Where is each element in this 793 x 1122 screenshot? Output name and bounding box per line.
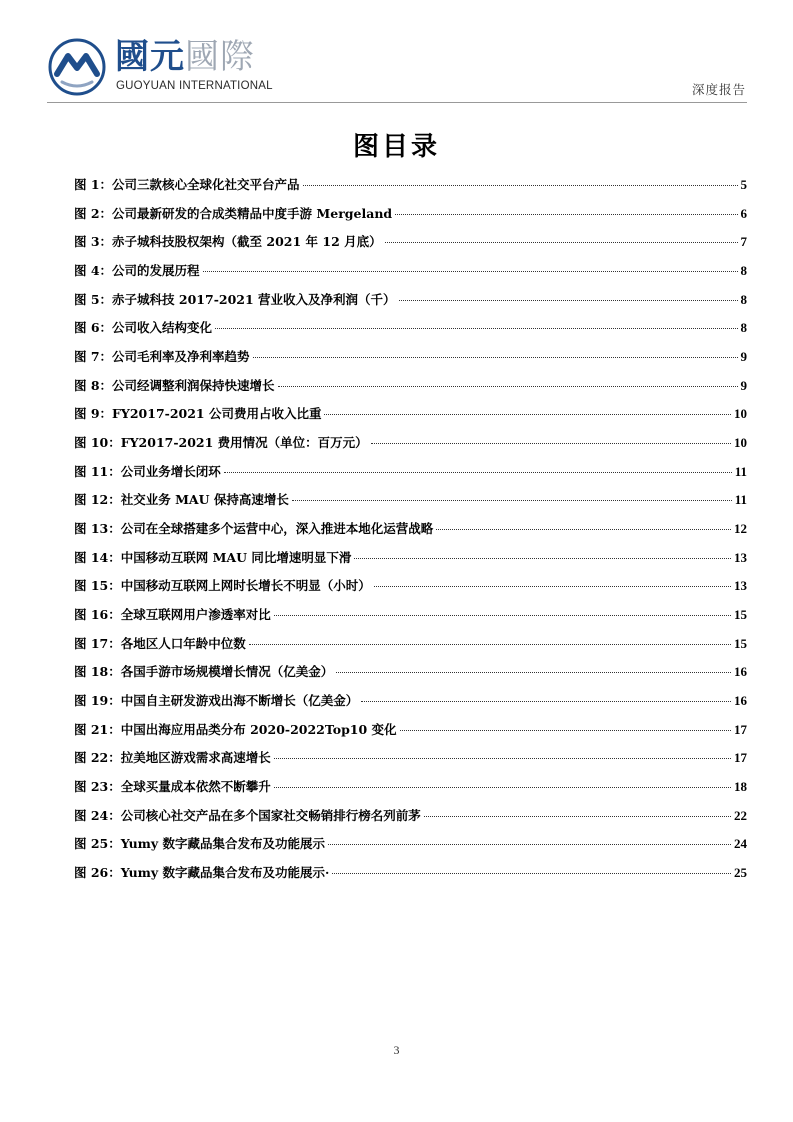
toc-entry-label: 图 12：社交业务 MAU 保持高速增长 — [74, 492, 289, 508]
toc-entry[interactable] — [74, 175, 747, 204]
toc-entry[interactable] — [74, 261, 747, 290]
toc-entry[interactable] — [74, 376, 747, 405]
toc-entry-page: 6 — [740, 205, 747, 221]
toc-entry-label: 图 24：公司核心社交产品在多个国家社交畅销排行榜名列前茅 — [74, 807, 421, 823]
toc-dot-leader — [249, 644, 731, 645]
toc-entry-page: 24 — [734, 836, 747, 852]
toc-entry-label: 图 1：公司三款核心全球化社交平台产品 — [74, 177, 300, 192]
toc-entry-page: 18 — [734, 779, 747, 795]
toc-entry[interactable] — [74, 863, 747, 892]
toc-entry-label: 图 19：中国自主研发游戏出海不断增长（亿美金） — [74, 693, 359, 709]
toc-entry-label: 图 26：Yumy 数字藏品集合发布及功能展示· — [74, 865, 330, 881]
toc-entry-label: 图 13：公司在全球搭建多个运营中心，深入推进本地化运营战略 — [74, 521, 434, 537]
toc-entry[interactable] — [74, 318, 747, 347]
toc-entry-page: 12 — [734, 521, 747, 537]
toc-entry-page: 11 — [734, 492, 747, 508]
toc-entry-label: 图 6：公司收入结构变化 — [74, 320, 213, 336]
document-type-label: 深度报告 — [691, 82, 746, 97]
toc-entry-label: 图 9：FY2017-2021 公司费用占收入比重 — [74, 406, 322, 422]
toc-dot-leader — [399, 300, 738, 301]
toc-entry-label: 图 3：赤子城科技股权架构（截至 2021 年 12 月底） — [74, 234, 382, 250]
toc-entry-page: 22 — [734, 807, 747, 823]
toc-entry-page: 15 — [734, 607, 747, 623]
toc-dot-leader — [324, 414, 731, 415]
page-header — [0, 0, 793, 104]
toc-entry-page: 16 — [734, 693, 747, 709]
toc-entry-page: 13 — [734, 549, 747, 565]
toc-entry-label: 图 4：公司的发展历程 — [74, 263, 200, 279]
toc-entry[interactable] — [74, 691, 747, 720]
toc-entry[interactable] — [74, 519, 747, 548]
toc-dot-leader — [354, 558, 731, 559]
toc-entry[interactable] — [74, 806, 747, 835]
toc-entry-page: 10 — [734, 406, 747, 422]
toc-dot-leader — [292, 500, 732, 501]
toc-dot-leader — [328, 844, 731, 845]
figure-table-of-contents — [74, 175, 747, 892]
toc-entry-label: 图 15：中国移动互联网上网时长增长不明显（小时） — [74, 578, 371, 594]
toc-entry-page: 15 — [734, 635, 747, 651]
toc-dot-leader — [332, 873, 731, 874]
toc-entry[interactable] — [74, 605, 747, 634]
toc-entry-page: 17 — [734, 721, 747, 737]
toc-entry[interactable] — [74, 777, 747, 806]
toc-dot-leader — [400, 730, 731, 731]
toc-dot-leader — [253, 357, 738, 358]
toc-entry-page: 13 — [734, 578, 747, 594]
toc-entry-label: 图 23：全球买量成本依然不断攀升 — [74, 779, 271, 795]
toc-entry-label: 图 8：公司经调整利润保持快速增长 — [74, 377, 275, 393]
page-number: 3 — [393, 1043, 400, 1057]
toc-entry-label: 图 14：中国移动互联网 MAU 同比增速明显下滑 — [74, 549, 352, 565]
toc-entry[interactable] — [74, 347, 747, 376]
toc-entry[interactable] — [74, 462, 747, 491]
toc-entry[interactable] — [74, 834, 747, 863]
toc-entry-page: 11 — [734, 463, 747, 479]
toc-entry-page: 7 — [740, 234, 747, 250]
toc-entry-label: 图 7：公司毛利率及净利率趋势 — [74, 349, 250, 365]
toc-dot-leader — [371, 443, 731, 444]
toc-dot-leader — [336, 672, 731, 673]
toc-entry-label: 图 11：公司业务增长闭环 — [74, 463, 221, 479]
header-divider — [47, 102, 747, 103]
toc-entry-page: 9 — [740, 377, 747, 393]
toc-entry-label: 图 16：全球互联网用户渗透率对比 — [74, 607, 271, 623]
toc-entry-page: 16 — [734, 664, 747, 680]
toc-dot-leader — [274, 615, 731, 616]
toc-entry-page: 17 — [734, 750, 747, 766]
toc-entry-label: 图 25：Yumy 数字藏品集合发布及功能展示 — [74, 836, 326, 852]
toc-dot-leader — [215, 328, 737, 329]
toc-dot-leader — [278, 386, 738, 387]
toc-entry-label: 图 22：拉美地区游戏需求高速增长 — [74, 750, 271, 766]
toc-entry[interactable] — [74, 490, 747, 519]
toc-entry-label: 图 17：各地区人口年龄中位数 — [74, 635, 246, 651]
toc-entry-page: 5 — [740, 177, 747, 192]
toc-entry-page: 10 — [734, 435, 747, 451]
toc-dot-leader — [274, 787, 731, 788]
toc-entry-page: 8 — [740, 320, 747, 336]
toc-entry[interactable] — [74, 232, 747, 261]
toc-dot-leader — [374, 586, 731, 587]
toc-entry[interactable] — [74, 404, 747, 433]
toc-dot-leader — [361, 701, 731, 702]
toc-entry[interactable] — [74, 433, 747, 462]
toc-entry-page: 8 — [740, 291, 747, 307]
toc-entry[interactable] — [74, 290, 747, 319]
logo-english-name: GUOYUAN INTERNATIONAL — [116, 80, 273, 92]
toc-dot-leader — [224, 472, 732, 473]
toc-dot-leader — [395, 214, 737, 215]
toc-dot-leader — [436, 529, 731, 530]
toc-entry[interactable] — [74, 204, 747, 233]
toc-dot-leader — [274, 758, 731, 759]
logo-chinese-name: 國元國際 — [115, 37, 255, 77]
toc-entry[interactable] — [74, 720, 747, 749]
page-title: 图目录 — [352, 132, 440, 162]
toc-dot-leader — [303, 185, 738, 186]
toc-entry-label: 图 2：公司最新研发的合成类精品中度手游 Mergeland — [74, 205, 393, 221]
toc-entry-page: 25 — [734, 865, 747, 881]
toc-entry-label: 图 21：中国出海应用品类分布 2020-2022Top10 变化 — [74, 721, 397, 737]
toc-entry[interactable] — [74, 548, 747, 577]
toc-dot-leader — [385, 242, 738, 243]
toc-entry-page: 9 — [740, 349, 747, 365]
toc-dot-leader — [203, 271, 738, 272]
toc-entry[interactable] — [74, 576, 747, 605]
toc-entry-label: 图 10：FY2017-2021 费用情况（单位：百万元） — [74, 435, 368, 451]
toc-entry[interactable] — [74, 748, 747, 777]
toc-dot-leader — [424, 816, 731, 817]
guoyuan-logo-icon — [48, 38, 106, 96]
toc-entry[interactable] — [74, 634, 747, 663]
toc-entry-label: 图 5：赤子城科技 2017-2021 营业收入及净利润（千） — [74, 291, 396, 307]
toc-entry-page: 8 — [740, 263, 747, 279]
toc-entry-label: 图 18：各国手游市场规模增长情况（亿美金） — [74, 664, 334, 680]
toc-entry[interactable] — [74, 662, 747, 691]
